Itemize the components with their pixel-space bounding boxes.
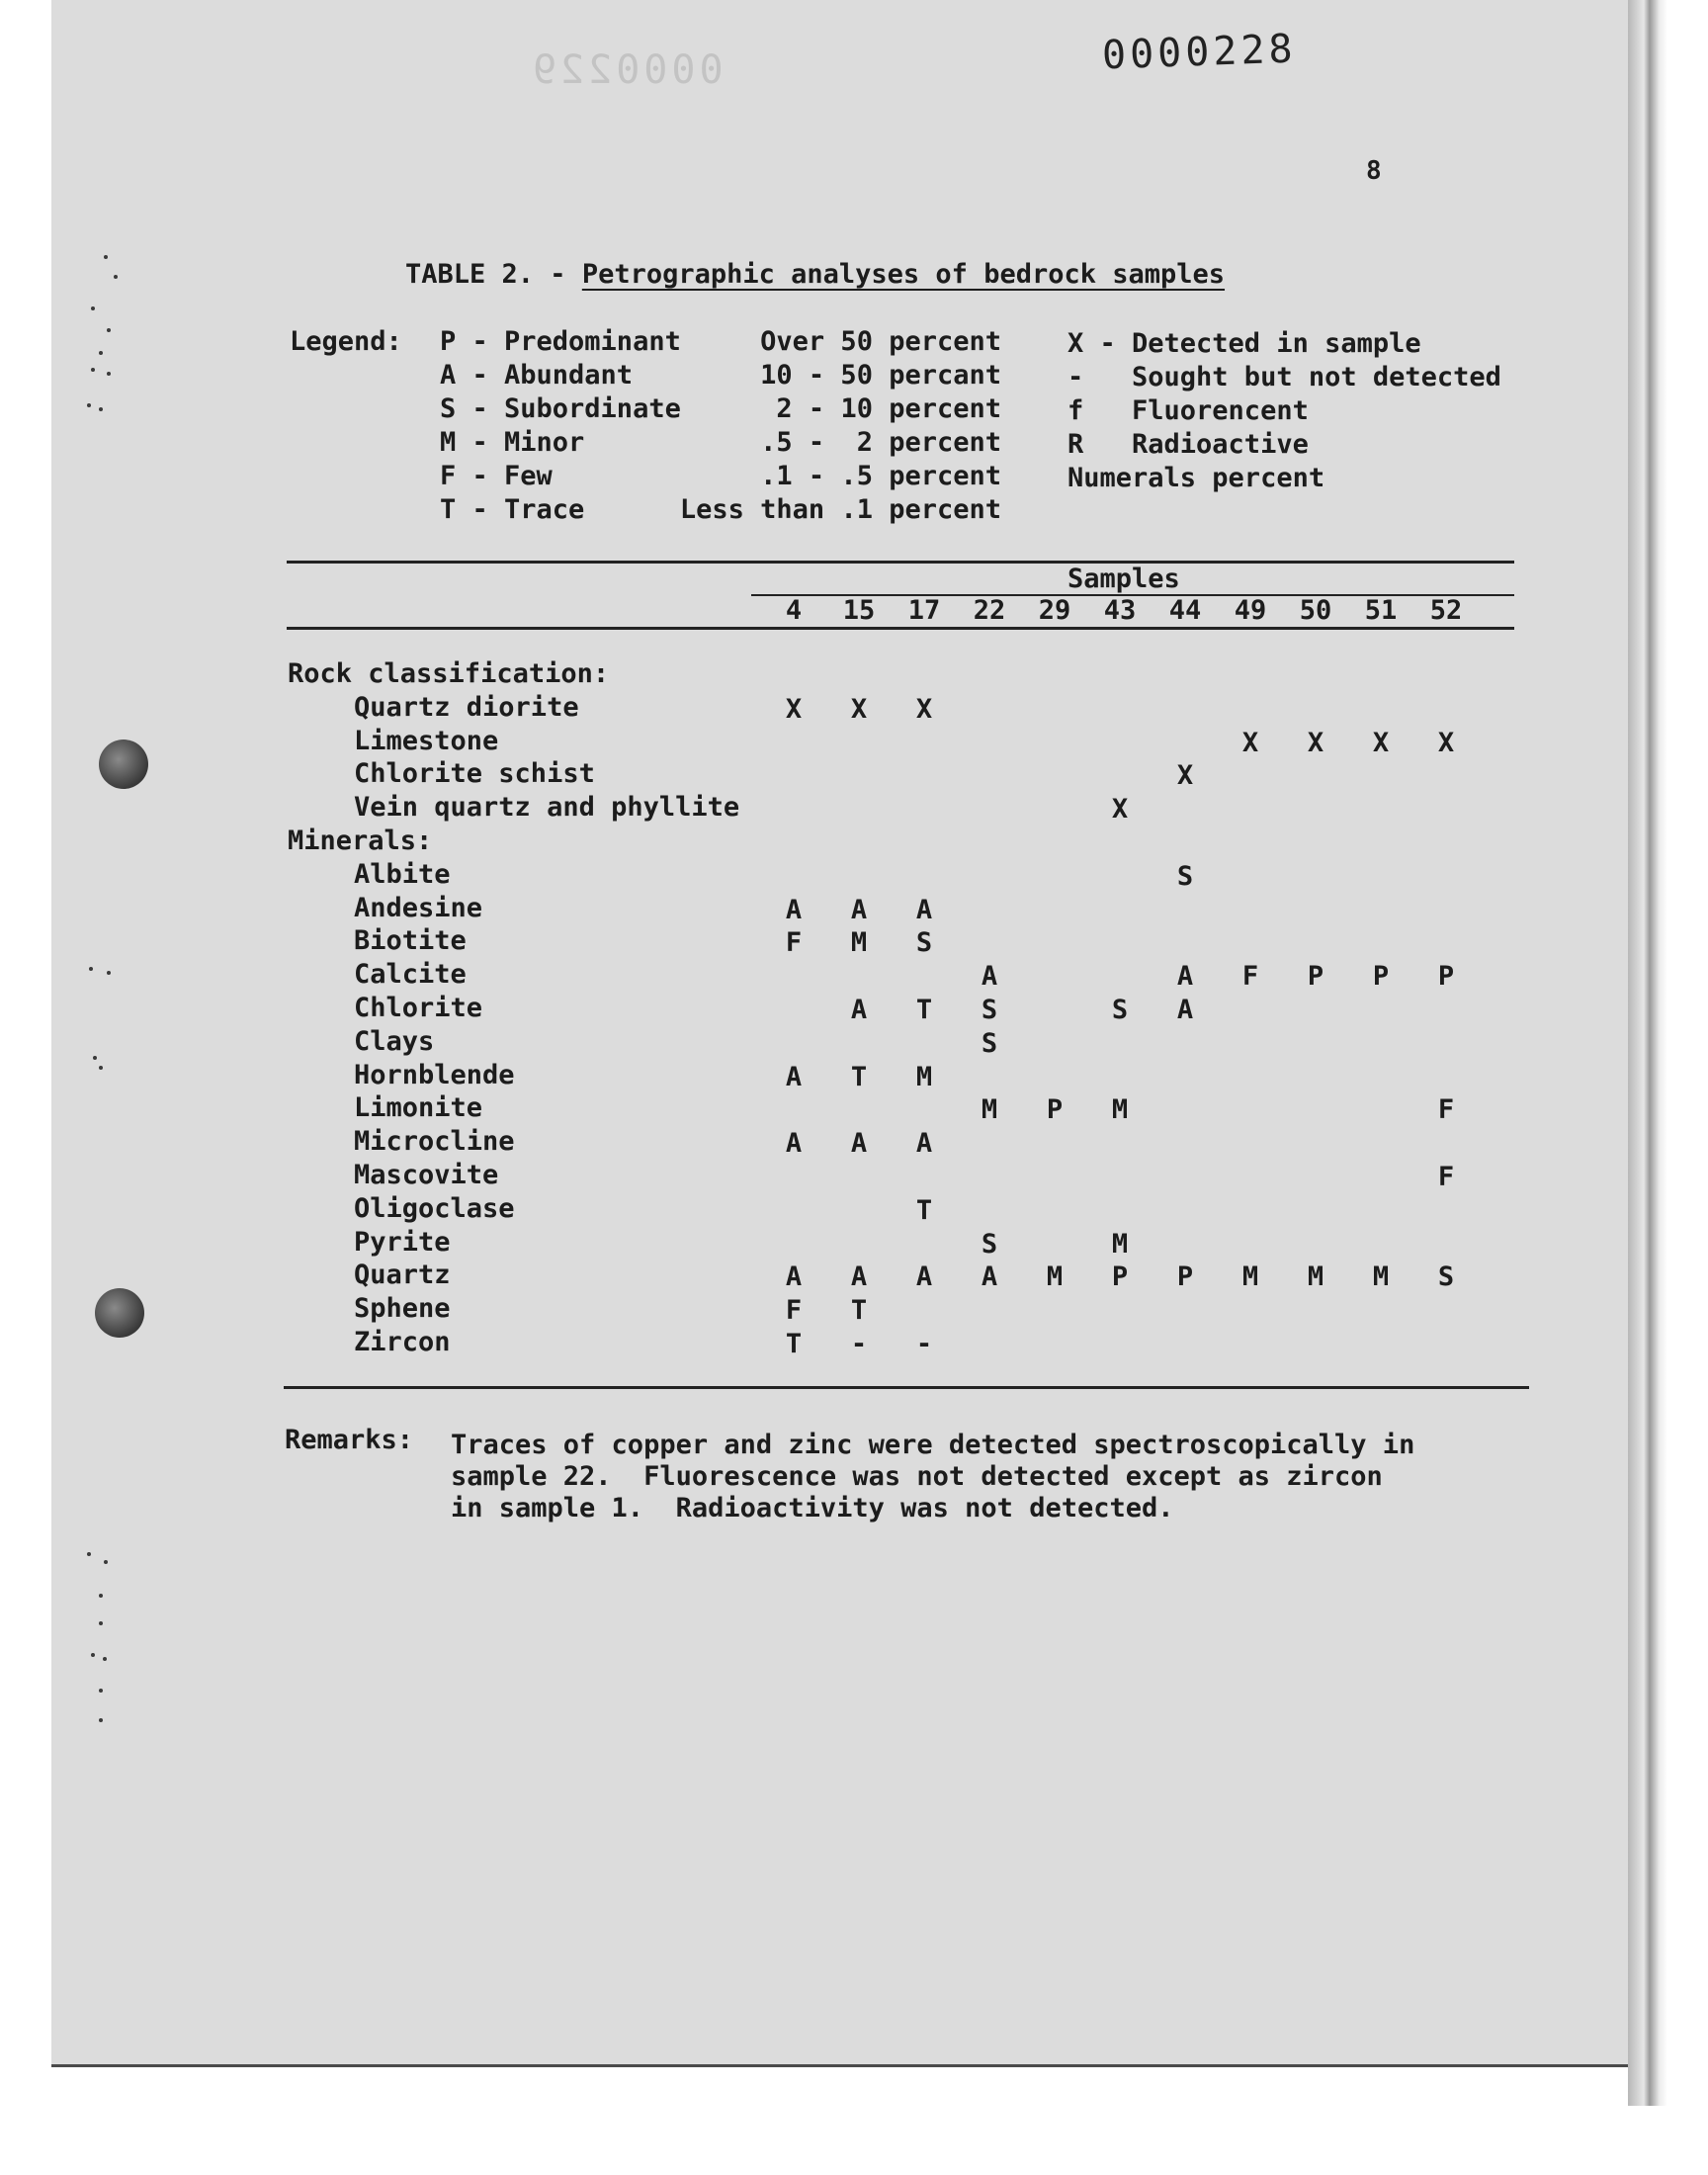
sample-number: 50 — [1299, 595, 1332, 626]
table-bottom-rule — [284, 1386, 1529, 1389]
speck — [99, 1689, 103, 1693]
legend-code: S - Subordinate — [440, 393, 681, 424]
table-cell: X — [1307, 727, 1324, 758]
table-cell: S — [915, 927, 933, 959]
row-label: Albite — [354, 858, 451, 890]
header-bottom-rule — [287, 627, 1514, 630]
speck — [114, 275, 118, 279]
table-cell: X — [1176, 760, 1194, 792]
table-title — [405, 259, 1225, 290]
table-cell: X — [1111, 794, 1129, 826]
page-edge-shadow — [1628, 0, 1667, 2106]
speck — [104, 255, 108, 259]
legend-code: M - Minor — [440, 427, 585, 458]
section-heading: Rock classification: — [288, 658, 610, 689]
table-cell: A — [915, 1262, 933, 1293]
row-label: Andesine — [354, 892, 483, 923]
row-label: Oligoclase — [354, 1192, 515, 1224]
punch-hole-upper — [99, 740, 148, 789]
remarks-line: sample 22. Fluorescence was not detected except as zircon — [451, 1461, 1383, 1492]
speck — [99, 407, 103, 411]
table-cell: S — [981, 995, 998, 1025]
table-cell: T — [850, 1295, 868, 1327]
legend-range: .1 - .5 percent — [760, 461, 1001, 491]
row-label: Chlorite — [354, 993, 483, 1023]
samples-header: Samples — [1068, 564, 1180, 594]
table-cell: X — [850, 693, 868, 725]
legend-code: F - Few — [440, 461, 553, 491]
speck — [99, 1594, 103, 1598]
table-cell: A — [915, 1128, 933, 1160]
table-cell: P — [1046, 1094, 1064, 1126]
table-cell: P — [1111, 1262, 1129, 1293]
table-cell: T — [850, 1061, 868, 1092]
table-cell: P — [1372, 961, 1390, 993]
table-cell: X — [915, 693, 933, 725]
remarks-line: in sample 1. Radioactivity was not detected. — [451, 1493, 1174, 1523]
legend-range: 2 - 10 percent — [776, 393, 1001, 424]
table-cell: X — [1372, 727, 1390, 758]
legend-code: T - Trace — [440, 494, 585, 525]
table-cell: P — [1176, 1262, 1194, 1293]
row-label: Chlorite schist — [354, 758, 595, 790]
table-cell: A — [850, 1128, 868, 1160]
row-label: Biotite — [354, 925, 467, 957]
legend-code: A - Abundant — [440, 360, 634, 391]
table-cell: A — [785, 1128, 803, 1160]
table-cell: A — [981, 1262, 998, 1293]
table-cell: T — [785, 1329, 803, 1359]
row-label: Quartz diorite — [354, 691, 579, 723]
table-cell: T — [915, 995, 933, 1025]
row-label: Limestone — [354, 725, 499, 756]
legend-symbol: - Sought but not detected — [1068, 362, 1501, 392]
table-cell: F — [1241, 961, 1259, 993]
speck — [91, 306, 95, 310]
legend-symbol: Numerals percent — [1068, 463, 1325, 493]
speck — [99, 351, 103, 355]
table-cell: A — [981, 961, 998, 993]
speck — [87, 1552, 91, 1556]
legend-symbol: X - Detected in sample — [1068, 328, 1421, 359]
page-number: 8 — [1366, 156, 1382, 186]
table-cell: S — [981, 1027, 998, 1059]
remarks-label: Remarks: — [285, 1425, 414, 1455]
table-cell: A — [850, 894, 868, 925]
sample-number: 4 — [785, 595, 803, 626]
table-cell: M — [1241, 1262, 1259, 1293]
table-cell: - — [915, 1329, 933, 1359]
row-label: Sphene — [354, 1293, 451, 1325]
table-title-text: Petrographic analyses of bedrock samples — [581, 259, 1226, 290]
table-cell: M — [1046, 1262, 1064, 1293]
sample-number: 43 — [1103, 595, 1137, 626]
table-cell: F — [1437, 1162, 1455, 1192]
table-cell: S — [981, 1228, 998, 1260]
table-cell: M — [1372, 1262, 1390, 1293]
section-heading: Minerals: — [288, 826, 433, 856]
row-label: Pyrite — [354, 1226, 451, 1258]
speck — [99, 1066, 103, 1070]
speck — [107, 328, 111, 332]
table-cell: A — [1176, 961, 1194, 993]
legend-range: Less than .1 percent — [679, 494, 1001, 525]
table-cell: P — [1437, 961, 1455, 993]
sample-number: 17 — [907, 595, 941, 626]
speck — [89, 967, 93, 971]
sample-number: 52 — [1429, 595, 1463, 626]
table-cell: A — [850, 1262, 868, 1293]
row-label: Limonite — [354, 1092, 483, 1124]
speck — [87, 403, 91, 407]
table-cell: A — [785, 1061, 803, 1092]
legend-range: Over 50 percent — [760, 326, 1001, 357]
table-top-rule — [287, 561, 1514, 564]
table-cell: P — [1307, 961, 1324, 993]
table-cell: A — [850, 995, 868, 1025]
sample-number: 44 — [1168, 595, 1202, 626]
legend-label: Legend: — [290, 326, 402, 357]
table-cell: M — [981, 1094, 998, 1126]
speck — [107, 372, 111, 376]
legend-range: .5 - 2 percent — [760, 427, 1001, 458]
table-cell: A — [915, 894, 933, 925]
table-cell: M — [1111, 1228, 1129, 1260]
speck — [99, 1718, 103, 1722]
row-label: Vein quartz and phyllite — [354, 792, 740, 824]
sample-number: 29 — [1038, 595, 1071, 626]
table-cell: M — [850, 927, 868, 959]
speck — [91, 1653, 95, 1657]
table-cell: X — [785, 693, 803, 725]
row-label: Mascovite — [354, 1160, 499, 1190]
speck — [99, 1621, 103, 1625]
legend-symbol: f Fluorencent — [1068, 395, 1309, 426]
table-cell: X — [1437, 727, 1455, 758]
legend-symbol: R Radioactive — [1068, 429, 1309, 460]
row-label: Hornblende — [354, 1059, 515, 1090]
punch-hole-lower — [95, 1288, 144, 1338]
table-cell: M — [1307, 1262, 1324, 1293]
table-cell: F — [785, 1295, 803, 1327]
sample-number: 15 — [842, 595, 876, 626]
table-title-prefix: TABLE 2. - — [405, 259, 582, 290]
speck — [104, 1560, 108, 1564]
row-label: Microcline — [354, 1126, 515, 1158]
legend-code: P - Predominant — [440, 326, 681, 357]
row-label: Clays — [354, 1025, 435, 1057]
ghost-document-number: 0000229 — [529, 47, 724, 93]
row-label: Quartz — [354, 1260, 451, 1291]
table-cell: S — [1176, 860, 1194, 892]
row-label: Zircon — [354, 1327, 451, 1357]
document-number: 0000228 — [1101, 26, 1298, 79]
sample-number: 22 — [973, 595, 1006, 626]
table-cell: T — [915, 1194, 933, 1226]
table-cell: M — [1111, 1094, 1129, 1126]
table-cell: A — [785, 894, 803, 925]
table-cell: - — [850, 1329, 868, 1359]
sample-number: 51 — [1364, 595, 1398, 626]
table-cell: A — [1176, 995, 1194, 1025]
speck — [91, 368, 95, 372]
sample-number: 49 — [1234, 595, 1267, 626]
document-page — [51, 0, 1630, 2067]
remarks-line: Traces of copper and zinc were detected spectroscopically in — [451, 1430, 1415, 1460]
speck — [103, 1657, 107, 1661]
table-cell: F — [1437, 1094, 1455, 1126]
speck — [107, 971, 111, 975]
row-label: Calcite — [354, 959, 467, 991]
table-cell: F — [785, 927, 803, 959]
legend-range: 10 - 50 percant — [760, 360, 1001, 391]
table-cell: M — [915, 1061, 933, 1092]
speck — [93, 1056, 97, 1060]
table-cell: A — [785, 1262, 803, 1293]
table-cell: S — [1111, 995, 1129, 1025]
table-cell: X — [1241, 727, 1259, 758]
table-cell: S — [1437, 1262, 1455, 1293]
